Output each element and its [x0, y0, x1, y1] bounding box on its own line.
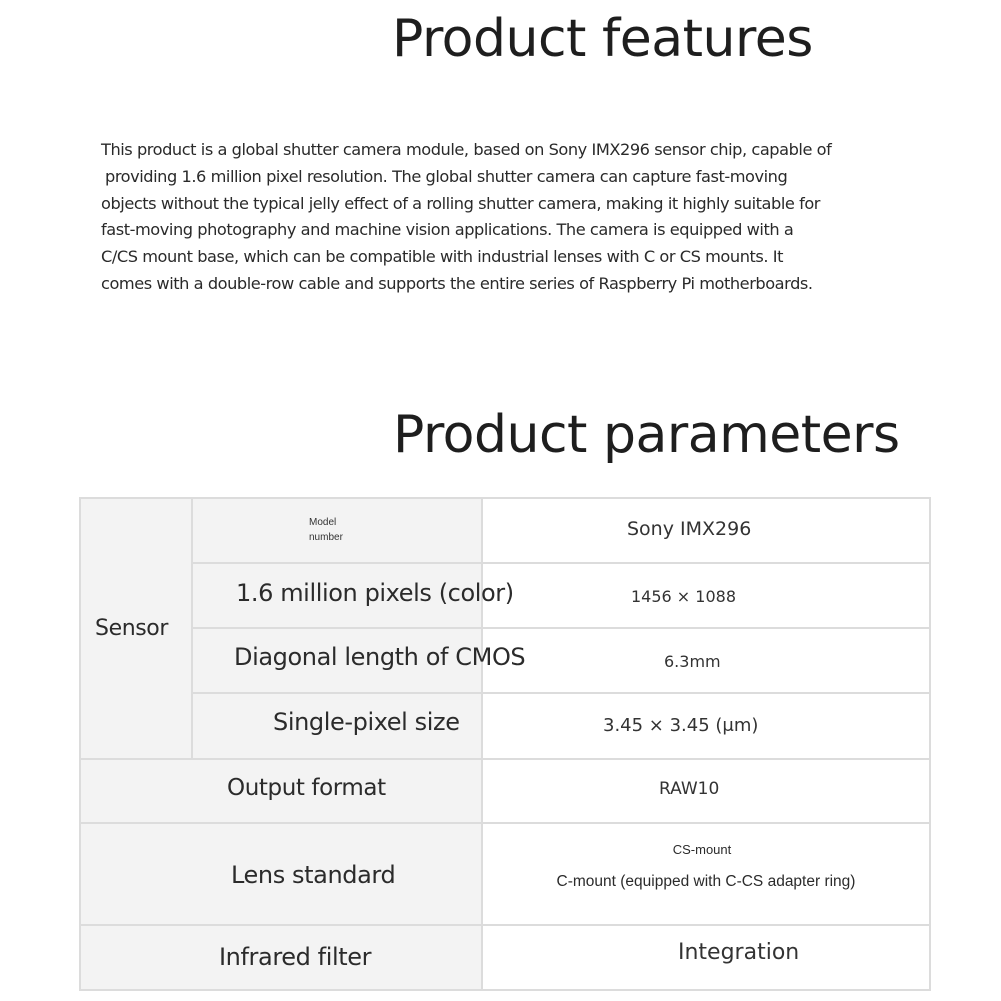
description-line: comes with a double-row cable and supports the entire series of Raspberry Pi motherboards. — [101, 273, 813, 293]
parameters-table — [79, 497, 931, 991]
sensor-group-label: Sensor — [95, 615, 169, 641]
pixel-size-label: Single-pixel size — [273, 708, 460, 736]
description-line: fast-moving photography and machine vision applications. The camera is equipped with a — [101, 220, 794, 240]
row-divider — [79, 924, 931, 926]
parameters-title: Product parameters — [393, 405, 900, 465]
row-divider — [192, 627, 931, 629]
label-line: number — [309, 532, 343, 543]
row-divider — [79, 758, 931, 760]
pixels-value: 1456 × 1088 — [631, 586, 737, 606]
table-border-left — [79, 497, 81, 991]
table-border-bottom — [79, 989, 931, 991]
infrared-filter-label: Infrared filter — [219, 943, 372, 971]
column-divider — [481, 497, 483, 991]
table-border-right — [929, 497, 931, 991]
output-format-value: RAW10 — [659, 779, 720, 799]
features-description — [101, 137, 921, 298]
lens-standard-label: Lens standard — [231, 861, 396, 889]
pixels-label: 1.6 million pixels (color) — [236, 579, 514, 607]
description-line: providing 1.6 million pixel resolution. The global shutter camera can capture fast-moving — [105, 166, 788, 186]
lens-value-line: C-mount (equipped with C-CS adapter ring) — [556, 873, 856, 890]
row-divider — [192, 562, 931, 564]
diagonal-label: Diagonal length of CMOS — [234, 643, 526, 671]
model-number-label — [309, 515, 343, 545]
diagonal-value: 6.3mm — [664, 651, 721, 671]
table-border-top — [79, 497, 931, 499]
lens-value-line: CS-mount — [672, 842, 732, 857]
row-divider — [192, 692, 931, 694]
model-number-value: Sony IMX296 — [627, 518, 752, 540]
output-format-label: Output format — [227, 775, 386, 801]
lens-standard-value — [483, 841, 929, 891]
row-divider — [79, 822, 931, 824]
description-line: objects without the typical jelly effect of a rolling shutter camera, making it highly suitable for — [101, 193, 821, 213]
description-line: This product is a global shutter camera module, based on Sony IMX296 sensor chip, capable of — [101, 140, 832, 159]
description-line: C/CS mount base, which can be compatible with industrial lenses with C or CS mounts. It — [101, 247, 784, 267]
pixel-size-value: 3.45 × 3.45 (μm) — [603, 714, 759, 736]
features-title: Product features — [392, 9, 813, 69]
infrared-filter-value: Integration — [678, 939, 800, 965]
label-line: Model — [309, 517, 337, 528]
